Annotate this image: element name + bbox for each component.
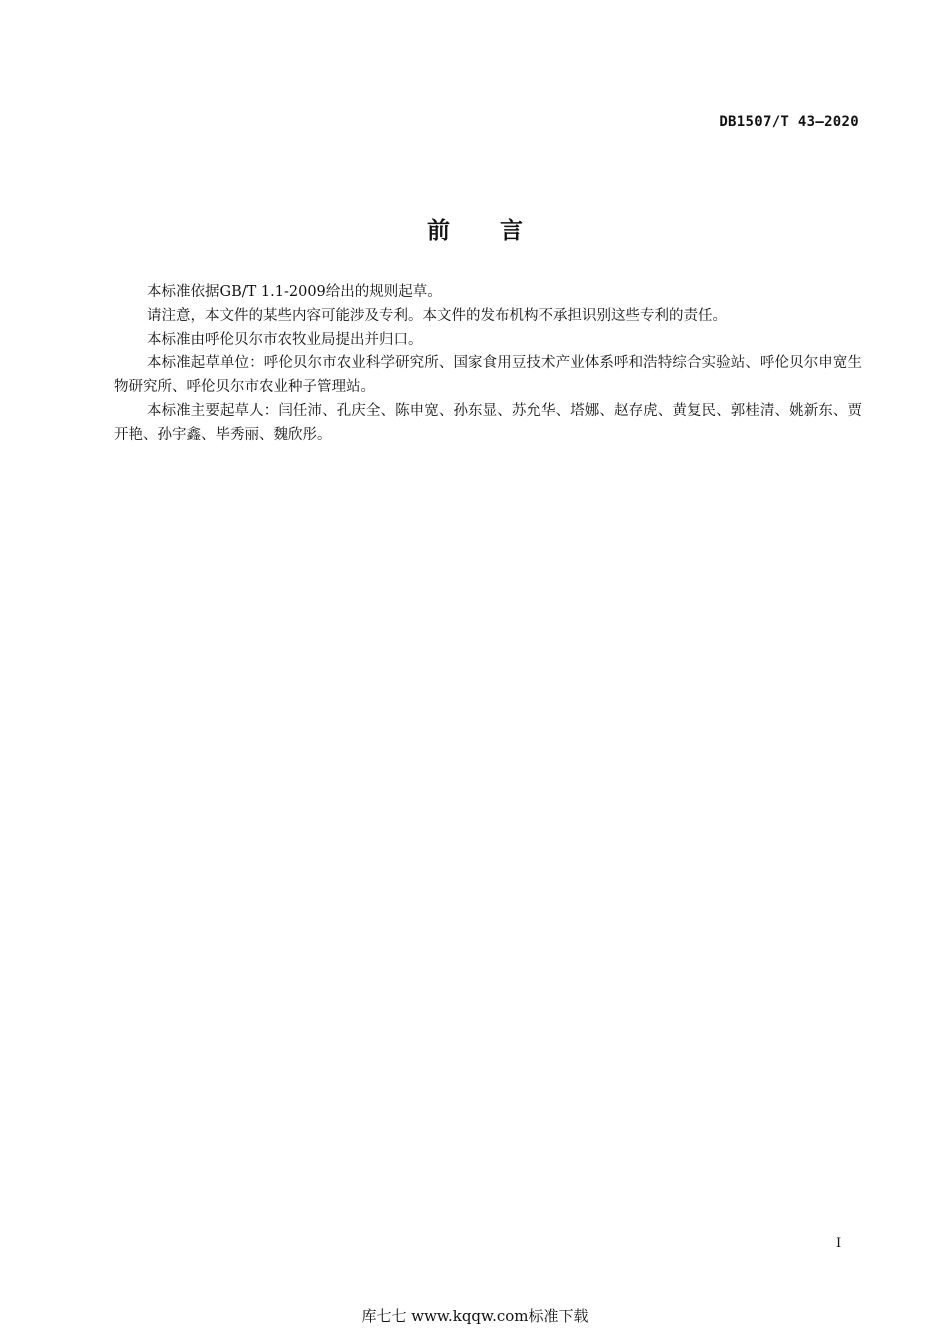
paragraph-drafting-rules: 本标准依据GB/T 1.1-2009给出的规则起草。	[147, 284, 442, 300]
page-number: I	[836, 1236, 842, 1251]
footer-watermark: 库七七 www.kqqw.com标准下载	[361, 1307, 589, 1325]
paragraph-drafters: 本标准主要起草人：闫任沛、孔庆全、陈申宽、孙东显、苏允华、塔娜、赵存虎、黄复民、郭桂清、姚新东、贾开艳、孙宇鑫、毕秀丽、魏欣彤。	[114, 402, 862, 443]
page-title: 前言	[427, 218, 573, 244]
paragraph-patent-notice: 请注意，本文件的某些内容可能涉及专利。本文件的发布机构不承担识别这些专利的责任。	[147, 307, 727, 324]
paragraph-proposer: 本标准由呼伦贝尔市农牧业局提出并归口。	[147, 331, 423, 348]
preface-body	[114, 281, 862, 448]
document-code: DB1507/T 43—2020	[719, 114, 859, 130]
paragraph-drafting-units: 本标准起草单位：呼伦贝尔市农业科学研究所、国家食用豆技术产业体系呼和浩特综合实验站、呼伦贝尔申宽生物研究所、呼伦贝尔市农业种子管理站。	[114, 355, 862, 396]
